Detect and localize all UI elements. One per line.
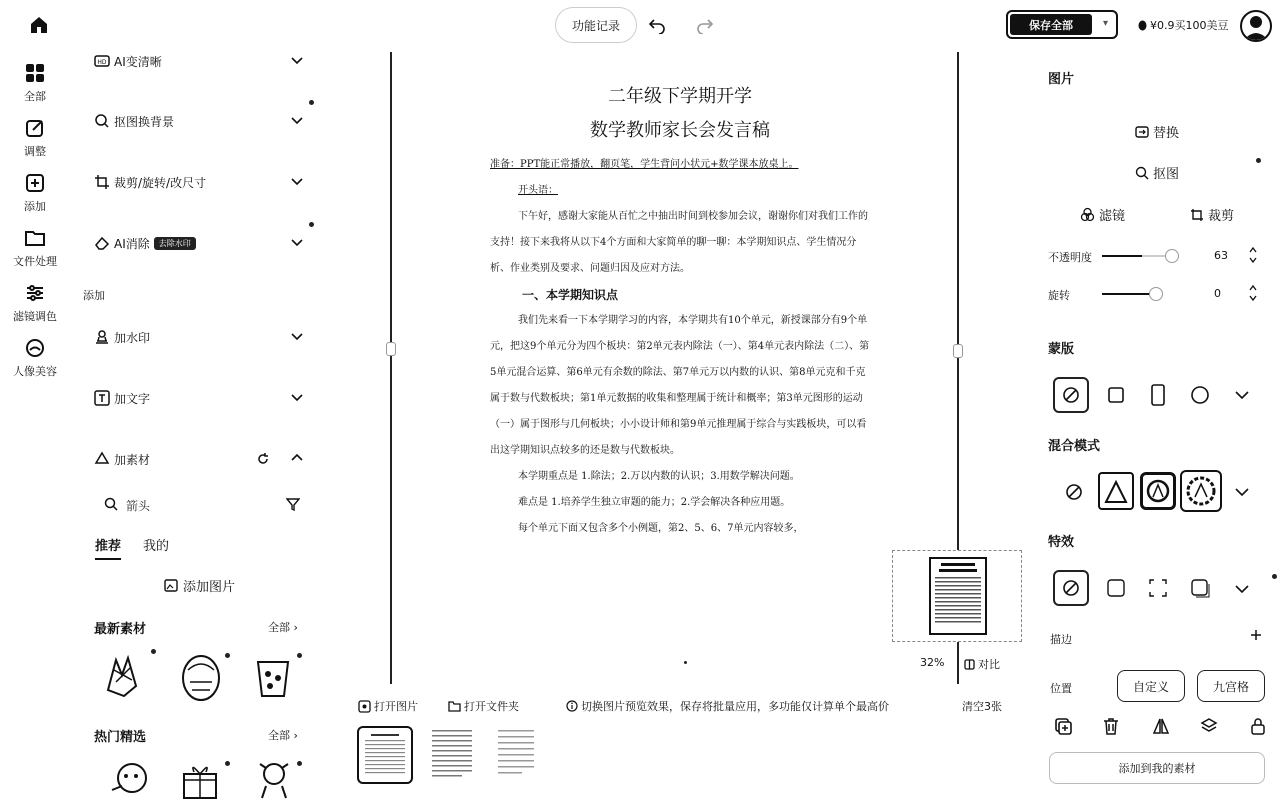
thumbnail[interactable] bbox=[494, 728, 538, 782]
edit-icon bbox=[24, 117, 46, 139]
minimap-viewport[interactable] bbox=[929, 557, 987, 635]
indicator-dot bbox=[1256, 158, 1261, 163]
indicator-dot bbox=[225, 653, 230, 658]
resize-handle-right[interactable] bbox=[953, 344, 963, 358]
open-image-label: 打开图片 bbox=[374, 700, 418, 713]
folder-icon bbox=[24, 227, 46, 249]
latest-all-link[interactable]: 全部 › bbox=[268, 621, 298, 634]
image-add-icon bbox=[164, 578, 179, 593]
add-image-button[interactable] bbox=[164, 576, 235, 595]
shapes-icon bbox=[94, 451, 110, 467]
refresh-icon[interactable] bbox=[256, 452, 270, 466]
stroke-label: 描边 bbox=[1050, 633, 1072, 646]
rotate-label: 旋转 bbox=[1048, 289, 1070, 302]
crop-button[interactable] bbox=[1190, 205, 1234, 224]
tool-add-material[interactable] bbox=[94, 445, 304, 473]
indicator-dot bbox=[225, 761, 230, 766]
compare-label: 对比 bbox=[978, 658, 1000, 671]
indicator-dot bbox=[309, 100, 314, 105]
crop-label: 裁剪 bbox=[1208, 209, 1235, 224]
crop-icon bbox=[94, 174, 110, 190]
hot-all-link[interactable]: 全部 › bbox=[268, 729, 298, 742]
undo-icon[interactable] bbox=[648, 16, 666, 34]
blend-mode-2[interactable] bbox=[1140, 472, 1176, 510]
blend-title: 混合模式 bbox=[1048, 439, 1101, 454]
indicator-dot bbox=[1272, 574, 1277, 579]
minimap[interactable] bbox=[892, 550, 1022, 642]
svg-text:HD: HD bbox=[97, 59, 107, 66]
rotate-slider[interactable] bbox=[1102, 293, 1152, 295]
redo-icon[interactable] bbox=[696, 16, 714, 34]
hd-icon bbox=[94, 53, 110, 69]
none-icon bbox=[1062, 386, 1080, 404]
properties-panel bbox=[1030, 0, 1280, 799]
eraser-icon bbox=[94, 235, 110, 251]
rail-item-beauty[interactable] bbox=[0, 337, 70, 379]
tool-ai-erase[interactable] bbox=[94, 229, 304, 257]
filter-label: 滤镜 bbox=[1099, 209, 1126, 224]
promo-label: ¥0.9买100美豆 bbox=[1150, 19, 1229, 32]
open-folder-label: 打开文件夹 bbox=[464, 700, 519, 713]
position-label: 位置 bbox=[1050, 682, 1072, 695]
rail-item-adjust[interactable] bbox=[0, 117, 70, 159]
preview-hint bbox=[566, 698, 889, 714]
tool-label: AI变清晰 bbox=[114, 54, 162, 69]
doc-title-1: 二年级下学期开学 bbox=[608, 86, 752, 107]
cutout-button[interactable] bbox=[1135, 163, 1179, 182]
image-open-icon bbox=[358, 700, 371, 713]
search-icon bbox=[104, 497, 118, 511]
rotate-thumb[interactable] bbox=[1150, 288, 1162, 300]
add-box-icon bbox=[24, 172, 46, 194]
filter-icon[interactable] bbox=[286, 497, 300, 511]
material-thumb[interactable] bbox=[252, 758, 296, 799]
tool-crop-rotate[interactable] bbox=[94, 168, 304, 196]
chevron-down-icon[interactable] bbox=[290, 113, 304, 127]
tool-ai-clarity[interactable] bbox=[94, 47, 304, 75]
add-to-my-material-button[interactable]: 添加到我的素材 bbox=[1049, 752, 1265, 784]
hint-text: 切换图片预览效果，保存将批量应用，多功能仅计算单个最高价 bbox=[581, 700, 889, 713]
chevron-down-icon[interactable] bbox=[290, 390, 304, 404]
rail-label: 添加 bbox=[24, 200, 46, 213]
face-icon bbox=[24, 337, 46, 359]
doc-paragraph: 本学期重点是 1.除法；2.万以内数的认识；3.用数学解决问题。 bbox=[518, 471, 800, 482]
doc-opening: 开头语： bbox=[518, 185, 558, 196]
thumbnail[interactable] bbox=[430, 728, 474, 782]
rail-label: 文件处理 bbox=[13, 255, 57, 268]
doc-paragraph: 难点是 1.培养学生独立审题的能力；2.学会解决各种应用题。 bbox=[518, 497, 791, 508]
effect-3[interactable] bbox=[1182, 570, 1218, 606]
clear-button[interactable]: 清空3张 bbox=[962, 700, 1002, 713]
tool-label: 抠图换背景 bbox=[114, 114, 175, 129]
doc-bottom-clip bbox=[490, 620, 870, 690]
chevron-up-icon[interactable] bbox=[290, 451, 304, 465]
open-folder-button[interactable] bbox=[448, 698, 519, 714]
delete-icon[interactable] bbox=[1102, 717, 1120, 735]
opacity-value[interactable]: 63 bbox=[1214, 249, 1228, 262]
doc-paragraph: 我们先来看一下本学期学习的内容，本学期共有10个单元，新授课部分有9个单元，把这9个单元分为四个板块：第2单元表内除法（一）、第4单元表内除法（二）、第5单元混合运算、第6单元有余数的除法、第7单元万以内数的认识、第8单元克和千克属于数与代数板块；第1单元数据的收集和整理属于统计和概率；第3单元图形的运动（一）属于图形与几何板块；小小设计师和第9单元推理属于综合与实践板块，可以看出这学期知识点较多的还是数与代数板块。 bbox=[490, 315, 870, 456]
indicator-dot bbox=[684, 661, 687, 664]
zoom-level[interactable]: 32% bbox=[920, 656, 945, 669]
blend-mode-1[interactable] bbox=[1098, 472, 1134, 510]
erase-badge: 去除水印 bbox=[154, 237, 196, 250]
replace-icon bbox=[1135, 125, 1149, 139]
canvas-guide-left bbox=[390, 52, 392, 684]
tool-label: 加素材 bbox=[114, 452, 151, 467]
cutout-label: 抠图 bbox=[1153, 167, 1180, 182]
latest-title: 最新素材 bbox=[94, 622, 147, 637]
circle-icon bbox=[1190, 385, 1210, 405]
opacity-slider[interactable] bbox=[1102, 255, 1166, 257]
chevron-down-icon[interactable] bbox=[290, 174, 304, 188]
rail-item-add[interactable] bbox=[0, 172, 70, 214]
thumbnail-selected[interactable] bbox=[357, 726, 413, 784]
tool-label: 加水印 bbox=[114, 330, 151, 345]
plus-icon[interactable] bbox=[1250, 629, 1262, 641]
opacity-stepper-icon[interactable] bbox=[1248, 246, 1258, 264]
effect-2[interactable] bbox=[1140, 570, 1176, 606]
cutout-icon bbox=[1135, 166, 1149, 180]
indicator-dot bbox=[297, 653, 302, 658]
grid-icon bbox=[24, 62, 46, 84]
mask-circle[interactable] bbox=[1182, 377, 1218, 413]
home-icon[interactable] bbox=[28, 14, 50, 36]
portrait-rect-icon bbox=[1149, 384, 1167, 406]
history-button[interactable]: 功能记录 bbox=[556, 8, 636, 42]
rail-item-all[interactable] bbox=[0, 62, 70, 104]
save-all-label: 保存全部 bbox=[1010, 14, 1092, 35]
indicator-dot bbox=[151, 649, 156, 654]
doc-paragraph: 每个单元下面又包含多个小例题，第2、5、6、7单元内容较多， bbox=[518, 523, 804, 534]
doc-heading: 一、本学期知识点 bbox=[522, 288, 619, 302]
chevron-down-icon[interactable] bbox=[1234, 388, 1250, 402]
corner-frame-icon bbox=[1148, 578, 1168, 598]
material-thumb[interactable] bbox=[106, 760, 154, 799]
crop-icon bbox=[1190, 208, 1204, 222]
duplicate-icon[interactable] bbox=[1054, 717, 1072, 735]
search-input[interactable]: 箭头 bbox=[126, 499, 151, 513]
add-image-label: 添加图片 bbox=[183, 580, 236, 595]
blend-mode-3[interactable] bbox=[1180, 470, 1222, 512]
filter-button[interactable] bbox=[1080, 205, 1125, 224]
position-nine-grid-button[interactable]: 九宫格 bbox=[1197, 670, 1265, 702]
panel-title: 图片 bbox=[1048, 72, 1075, 87]
rail-label: 滤镜调色 bbox=[13, 310, 57, 323]
chevron-down-icon[interactable]: ▾ bbox=[1102, 18, 1108, 29]
flip-icon[interactable] bbox=[1152, 717, 1170, 735]
opacity-label: 不透明度 bbox=[1048, 251, 1092, 264]
rail-label: 人像美容 bbox=[13, 365, 57, 378]
stamp-icon bbox=[94, 329, 110, 345]
rounded-square-icon bbox=[1106, 578, 1126, 598]
rail-label: 全部 bbox=[24, 90, 46, 103]
rail-label: 调整 bbox=[24, 145, 46, 158]
material-thumb[interactable] bbox=[102, 650, 146, 700]
tool-add-text[interactable] bbox=[94, 384, 304, 412]
sliders-icon bbox=[24, 282, 46, 304]
resize-handle-left[interactable] bbox=[386, 342, 396, 356]
material-thumb[interactable] bbox=[178, 650, 224, 702]
doc-paragraph: 下午好，感谢大家能从百忙之中抽出时间到校参加会议，谢谢你们对我们工作的支持！接下来我将从以下4个方面和大家简单的聊一聊：本学期知识点、学生情况分析、作业类别及要求、问题归因及应对方法。 bbox=[490, 211, 868, 274]
opacity-thumb[interactable] bbox=[1166, 250, 1178, 262]
blend-none[interactable] bbox=[1056, 474, 1092, 510]
chevron-down-icon[interactable] bbox=[1234, 582, 1250, 596]
mask-square[interactable] bbox=[1098, 377, 1134, 413]
lock-icon[interactable] bbox=[1250, 717, 1266, 735]
none-icon bbox=[1065, 483, 1083, 501]
compare-button[interactable] bbox=[964, 656, 1000, 672]
text-icon bbox=[94, 390, 110, 406]
info-icon bbox=[566, 700, 578, 712]
tab-mine[interactable]: 我的 bbox=[143, 539, 170, 554]
mask-rectangle[interactable] bbox=[1140, 377, 1176, 413]
replace-button[interactable] bbox=[1135, 122, 1179, 141]
rail-item-filter[interactable] bbox=[0, 282, 70, 324]
chevron-down-icon[interactable] bbox=[290, 53, 304, 67]
mask-none[interactable] bbox=[1053, 377, 1089, 413]
effects-title: 特效 bbox=[1048, 535, 1075, 550]
tab-recommend[interactable]: 推荐 bbox=[95, 535, 121, 560]
chevron-down-icon[interactable] bbox=[290, 235, 304, 249]
tool-watermark[interactable] bbox=[94, 323, 304, 351]
effect-none[interactable] bbox=[1053, 570, 1089, 606]
filter-circles-icon bbox=[1080, 207, 1095, 222]
left-rail bbox=[0, 0, 70, 799]
effect-1[interactable] bbox=[1098, 570, 1134, 606]
tool-label: AI消除 bbox=[114, 236, 150, 251]
mask-title: 蒙版 bbox=[1048, 342, 1075, 357]
folder-open-icon bbox=[448, 700, 461, 713]
tool-cutout-bg[interactable] bbox=[94, 107, 304, 135]
chevron-down-icon[interactable] bbox=[290, 329, 304, 343]
doc-title-2: 数学教师家长会发言稿 bbox=[590, 120, 770, 141]
material-thumb[interactable] bbox=[178, 760, 222, 799]
position-custom-button[interactable]: 自定义 bbox=[1117, 670, 1185, 702]
square-icon bbox=[1107, 386, 1125, 404]
rotate-value[interactable]: 0 bbox=[1214, 287, 1221, 300]
doc-prep: 准备：PPT能正常播放，翻页笔，学生背问小状元+数学课本放桌上。 bbox=[490, 159, 799, 170]
replace-label: 替换 bbox=[1153, 126, 1180, 141]
opacity-fill bbox=[1102, 255, 1142, 257]
compare-icon bbox=[964, 659, 975, 670]
rail-item-file[interactable] bbox=[0, 227, 70, 269]
tool-label: 裁剪/旋转/改尺寸 bbox=[114, 175, 207, 190]
indicator-dot bbox=[309, 222, 314, 227]
indicator-dot bbox=[297, 761, 302, 766]
section-add-label: 添加 bbox=[83, 289, 105, 302]
hot-title: 热门精选 bbox=[94, 730, 147, 745]
open-image-button[interactable] bbox=[358, 698, 418, 714]
rotate-stepper-icon[interactable] bbox=[1248, 284, 1258, 302]
tool-label: 加文字 bbox=[114, 391, 151, 406]
none-icon bbox=[1062, 579, 1080, 597]
material-search[interactable] bbox=[100, 494, 304, 516]
chevron-down-icon[interactable] bbox=[1234, 485, 1250, 499]
material-thumb[interactable] bbox=[250, 652, 296, 702]
shadow-square-icon bbox=[1190, 578, 1210, 598]
tools-panel bbox=[80, 0, 320, 799]
document-preview bbox=[490, 80, 870, 542]
layers-icon[interactable] bbox=[1200, 717, 1218, 735]
cutout-icon bbox=[94, 113, 110, 129]
